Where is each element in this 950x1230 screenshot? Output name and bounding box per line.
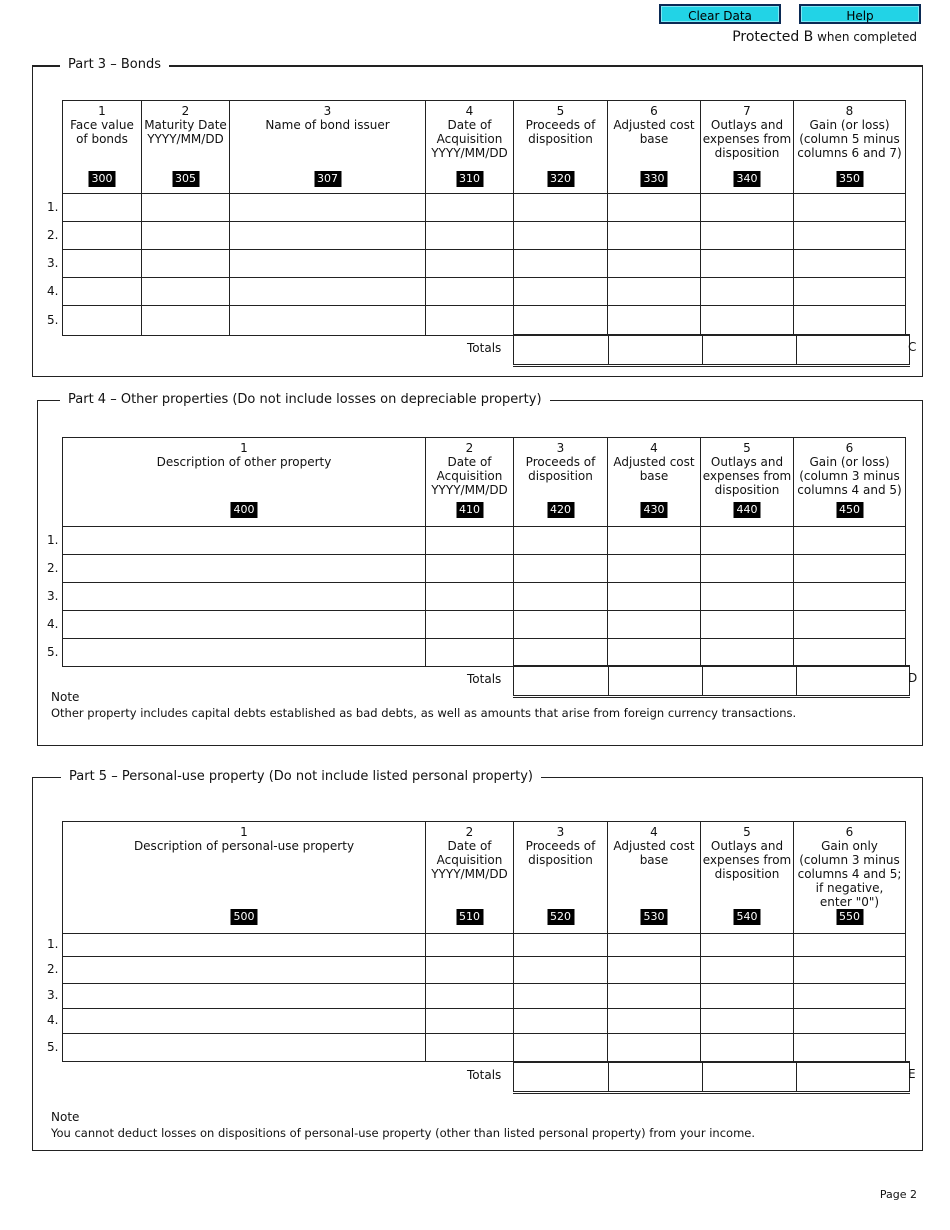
- part4-col-header-text: 6 Gain (or loss) (column 3 minus columns 4 and 5): [797, 441, 902, 497]
- part3-col-header-text: 7 Outlays and expenses from disposition: [702, 104, 792, 160]
- row-number: 1.: [47, 199, 59, 214]
- part5-row1-col6-input[interactable]: [794, 934, 906, 957]
- line-code-badge: 300: [89, 171, 116, 187]
- part4-row1-col6-input[interactable]: [794, 527, 906, 555]
- part5-row3-col3-input[interactable]: [514, 984, 608, 1009]
- part4-row5-col1-input[interactable]: [63, 639, 426, 667]
- part3-row4-col6-input[interactable]: [608, 278, 701, 306]
- line-letter: E: [908, 1067, 916, 1081]
- part3-total-2-input[interactable]: [609, 335, 703, 366]
- part3-row2-col6-input[interactable]: [608, 222, 701, 250]
- part3-row3-col8-input[interactable]: [794, 250, 906, 278]
- part3-col-header-6: [608, 101, 701, 194]
- table-row: [63, 555, 906, 583]
- line-code-badge: 500: [231, 909, 258, 925]
- table-row: [63, 1009, 906, 1034]
- part4-total-4-input[interactable]: [797, 666, 910, 697]
- part4-col-header-text: 2 Date of Acquisition YYYY/MM/DD: [431, 441, 508, 497]
- line-code-badge: 440: [734, 502, 761, 518]
- part5-col-header-text: 5 Outlays and expenses from disposition: [702, 825, 792, 881]
- part4-row5-col6-input[interactable]: [794, 639, 906, 667]
- part4-col-header-text: 3 Proceeds of disposition: [525, 441, 596, 483]
- part3-total-1-input[interactable]: [514, 335, 609, 366]
- help-button[interactable]: Help: [799, 4, 921, 24]
- table-row: [63, 194, 906, 222]
- part3-col-header-1: [63, 101, 142, 194]
- part4-row4-col4-input[interactable]: [608, 611, 701, 639]
- line-code-badge: 510: [456, 909, 483, 925]
- note-title: Note: [51, 690, 80, 704]
- line-code-badge: 420: [547, 502, 574, 518]
- part3-row4-col1-input[interactable]: [63, 278, 142, 306]
- part5-row1-col3-input[interactable]: [514, 934, 608, 957]
- part4-total-3-input[interactable]: [703, 666, 797, 697]
- part4-col-header-2: [426, 438, 514, 527]
- part4-row4-col5-input[interactable]: [701, 611, 794, 639]
- line-code-badge: 307: [314, 171, 341, 187]
- part5-row1-col4-input[interactable]: [608, 934, 701, 957]
- part5-row5-col4-input[interactable]: [608, 1034, 701, 1062]
- part4-row2-col3-input[interactable]: [514, 555, 608, 583]
- part5-row3-col1-input[interactable]: [63, 984, 426, 1009]
- part4-row1-col2-input[interactable]: [426, 527, 514, 555]
- part5-col-header-1: [63, 822, 426, 934]
- part4-col-header-4: [608, 438, 701, 527]
- part3-row1-col4-input[interactable]: [426, 194, 514, 222]
- part4-row1-col4-input[interactable]: [608, 527, 701, 555]
- part4-row1-col5-input[interactable]: [701, 527, 794, 555]
- part3-row2-col3-input[interactable]: [230, 222, 426, 250]
- note-text: Other property includes capital debts established as bad debts, as well as amounts that arise from foreign currency transactions.: [51, 706, 797, 720]
- totals-label: Totals: [467, 1068, 502, 1082]
- part4-row4-col1-input[interactable]: [63, 611, 426, 639]
- page-number: Page 2: [879, 1188, 917, 1201]
- part3-col-header-text: 2 Maturity Date YYYY/MM/DD: [144, 104, 227, 146]
- part3-row5-col6-input[interactable]: [608, 306, 701, 336]
- part4-col-header-3: [514, 438, 608, 527]
- totals-label: Totals: [467, 672, 502, 686]
- part3-table: [62, 100, 906, 336]
- part5-total-2-input[interactable]: [609, 1062, 703, 1093]
- part4-row4-col2-input[interactable]: [426, 611, 514, 639]
- part4-row3-col5-input[interactable]: [701, 583, 794, 611]
- part3-col-header-7: [701, 101, 794, 194]
- part3-row5-col2-input[interactable]: [142, 306, 230, 336]
- part4-table: [62, 437, 906, 667]
- part4-col-header-text: 5 Outlays and expenses from disposition: [702, 441, 792, 497]
- row-number: 4.: [47, 283, 59, 298]
- part3-row1-col1-input[interactable]: [63, 194, 142, 222]
- part4-row5-col3-input[interactable]: [514, 639, 608, 667]
- row-number: 2.: [47, 962, 59, 976]
- part3-row1-col5-input[interactable]: [514, 194, 608, 222]
- part5-row3-col6-input[interactable]: [794, 984, 906, 1009]
- totals-label: Totals: [467, 341, 502, 355]
- part3-row5-col5-input[interactable]: [514, 306, 608, 336]
- part3-row1-col8-input[interactable]: [794, 194, 906, 222]
- protected-label: [732, 29, 917, 45]
- line-code-badge: 400: [231, 502, 258, 518]
- row-number: 5.: [47, 312, 59, 327]
- part3-col-header-text: 1 Face value of bonds: [70, 104, 134, 146]
- part5-row2-col3-input[interactable]: [514, 957, 608, 984]
- row-number: 4.: [47, 1013, 59, 1027]
- line-code-badge: 520: [547, 909, 574, 925]
- part4-row5-col5-input[interactable]: [701, 639, 794, 667]
- part3-row4-col8-input[interactable]: [794, 278, 906, 306]
- part4-col-header-text: 1 Description of other property: [156, 441, 332, 469]
- part3-col-header-4: [426, 101, 514, 194]
- part3-col-header-3: [230, 101, 426, 194]
- part3-row4-col2-input[interactable]: [142, 278, 230, 306]
- part5-col-header-2: [426, 822, 514, 934]
- part4-row4-col3-input[interactable]: [514, 611, 608, 639]
- part4-row2-col2-input[interactable]: [426, 555, 514, 583]
- table-row: [63, 583, 906, 611]
- part4-row3-col6-input[interactable]: [794, 583, 906, 611]
- note-text: You cannot deduct losses on dispositions of personal-use property (other than listed personal property) from your income.: [51, 1126, 756, 1140]
- part3-row1-col6-input[interactable]: [608, 194, 701, 222]
- part5-row3-col2-input[interactable]: [426, 984, 514, 1009]
- part4-col-header-1: [63, 438, 426, 527]
- part3-col-header-text: 5 Proceeds of disposition: [525, 104, 596, 146]
- line-code-badge: 450: [836, 502, 863, 518]
- table-row: [63, 957, 906, 984]
- part3-col-header-2: [142, 101, 230, 194]
- part3-col-header-8: [794, 101, 906, 194]
- part4-row4-col6-input[interactable]: [794, 611, 906, 639]
- part4-col-header-6: [794, 438, 906, 527]
- line-code-badge: 320: [547, 171, 574, 187]
- part5-col-header-5: [701, 822, 794, 934]
- part4-col-header-5: [701, 438, 794, 527]
- part5-row4-col5-input[interactable]: [701, 1009, 794, 1034]
- part5-col-header-text: 2 Date of Acquisition YYYY/MM/DD: [431, 825, 508, 881]
- part3-row3-col5-input[interactable]: [514, 250, 608, 278]
- part3-row2-col8-input[interactable]: [794, 222, 906, 250]
- part5-row1-col1-input[interactable]: [63, 934, 426, 957]
- part3-col-header-text: 8 Gain (or loss) (column 5 minus columns 6 and 7): [797, 104, 902, 160]
- part3-total-3-input[interactable]: [703, 335, 797, 366]
- part3-row3-col4-input[interactable]: [426, 250, 514, 278]
- row-number: 1.: [47, 532, 59, 547]
- part5-row4-col6-input[interactable]: [794, 1009, 906, 1034]
- line-code-badge: 305: [172, 171, 199, 187]
- part5-row4-col4-input[interactable]: [608, 1009, 701, 1034]
- table-row: [63, 527, 906, 555]
- part3-row2-col4-input[interactable]: [426, 222, 514, 250]
- part5-table: [62, 821, 906, 1062]
- part5-col-header-4: [608, 822, 701, 934]
- part4-row1-col3-input[interactable]: [514, 527, 608, 555]
- row-number: 1.: [47, 937, 59, 951]
- protected-small: when completed: [813, 30, 917, 44]
- line-code-badge: 330: [641, 171, 668, 187]
- line-letter: C: [908, 340, 917, 354]
- part3-row4-col3-input[interactable]: [230, 278, 426, 306]
- part3-row3-col1-input[interactable]: [63, 250, 142, 278]
- table-row: [63, 250, 906, 278]
- part3-row1-col3-input[interactable]: [230, 194, 426, 222]
- part3-col-header-text: 4 Date of Acquisition YYYY/MM/DD: [431, 104, 508, 160]
- part5-row5-col1-input[interactable]: [63, 1034, 426, 1062]
- part4-total-1-input[interactable]: [514, 666, 609, 697]
- row-number: 5.: [47, 644, 59, 659]
- part5-col-header-text: 1 Description of personal-use property: [133, 825, 355, 853]
- part3-row2-col2-input[interactable]: [142, 222, 230, 250]
- part5-row2-col5-input[interactable]: [701, 957, 794, 984]
- row-number: 3.: [47, 255, 59, 270]
- part5-totals-row: [513, 1061, 910, 1094]
- part4-title: Part 4 – Other properties (Do not include losses on depreciable property): [60, 392, 550, 408]
- row-number: 5.: [47, 1039, 59, 1054]
- part3-row4-col7-input[interactable]: [701, 278, 794, 306]
- part5-total-3-input[interactable]: [703, 1062, 797, 1093]
- table-row: [63, 222, 906, 250]
- part5-row5-col5-input[interactable]: [701, 1034, 794, 1062]
- part5-row3-col4-input[interactable]: [608, 984, 701, 1009]
- part5-col-header-3: [514, 822, 608, 934]
- part4-row3-col2-input[interactable]: [426, 583, 514, 611]
- row-number: 4.: [47, 616, 59, 631]
- part4-row3-col3-input[interactable]: [514, 583, 608, 611]
- part3-row2-col5-input[interactable]: [514, 222, 608, 250]
- part3-row4-col4-input[interactable]: [426, 278, 514, 306]
- part5-col-header-text: 6 Gain only (column 3 minus columns 4 and 5; if negative, enter "0"): [797, 825, 902, 909]
- part5-row4-col1-input[interactable]: [63, 1009, 426, 1034]
- table-row: [63, 639, 906, 667]
- part4-col-header-text: 4 Adjusted cost base: [613, 441, 695, 483]
- part5-row5-col3-input[interactable]: [514, 1034, 608, 1062]
- part4-total-2-input[interactable]: [609, 666, 703, 697]
- part5-row2-col4-input[interactable]: [608, 957, 701, 984]
- line-code-badge: 430: [641, 502, 668, 518]
- part3-row2-col7-input[interactable]: [701, 222, 794, 250]
- part5-col-header-6: [794, 822, 906, 934]
- part5-total-4-input[interactable]: [797, 1062, 910, 1093]
- part3-col-header-5: [514, 101, 608, 194]
- row-number: 2.: [47, 227, 59, 242]
- part5-row4-col3-input[interactable]: [514, 1009, 608, 1034]
- part4-row3-col1-input[interactable]: [63, 583, 426, 611]
- part3-col-header-text: 3 Name of bond issuer: [265, 104, 390, 132]
- table-row: [63, 306, 906, 336]
- part5-row4-col2-input[interactable]: [426, 1009, 514, 1034]
- part4-row3-col4-input[interactable]: [608, 583, 701, 611]
- part3-row1-col7-input[interactable]: [701, 194, 794, 222]
- part4-row2-col4-input[interactable]: [608, 555, 701, 583]
- part5-total-1-input[interactable]: [514, 1062, 609, 1093]
- line-code-badge: 530: [641, 909, 668, 925]
- part5-row2-col2-input[interactable]: [426, 957, 514, 984]
- part3-row3-col3-input[interactable]: [230, 250, 426, 278]
- row-number: 2.: [47, 560, 59, 575]
- part4-row5-col4-input[interactable]: [608, 639, 701, 667]
- table-row: [63, 934, 906, 957]
- part5-row5-col6-input[interactable]: [794, 1034, 906, 1062]
- part3-row4-col5-input[interactable]: [514, 278, 608, 306]
- part4-row2-col6-input[interactable]: [794, 555, 906, 583]
- table-row: [63, 984, 906, 1009]
- part5-col-header-text: 3 Proceeds of disposition: [525, 825, 596, 867]
- part4-row2-col5-input[interactable]: [701, 555, 794, 583]
- part5-row1-col2-input[interactable]: [426, 934, 514, 957]
- line-code-badge: 350: [836, 171, 863, 187]
- part5-title: Part 5 – Personal-use property (Do not include listed personal property): [61, 769, 541, 785]
- part4-row1-col1-input[interactable]: [63, 527, 426, 555]
- part3-row3-col7-input[interactable]: [701, 250, 794, 278]
- part3-row3-col2-input[interactable]: [142, 250, 230, 278]
- part4-totals-row: [513, 665, 910, 698]
- part5-row5-col2-input[interactable]: [426, 1034, 514, 1062]
- part5-row2-col6-input[interactable]: [794, 957, 906, 984]
- note-title: Note: [51, 1110, 80, 1124]
- part3-row5-col3-input[interactable]: [230, 306, 426, 336]
- table-row: [63, 1034, 906, 1062]
- part5-row2-col1-input[interactable]: [63, 957, 426, 984]
- part4-row2-col1-input[interactable]: [63, 555, 426, 583]
- table-row: [63, 278, 906, 306]
- part3-row5-col1-input[interactable]: [63, 306, 142, 336]
- line-letter: D: [908, 671, 918, 685]
- row-number: 3.: [47, 988, 59, 1002]
- part4-row5-col2-input[interactable]: [426, 639, 514, 667]
- part3-row3-col6-input[interactable]: [608, 250, 701, 278]
- row-number: 3.: [47, 588, 59, 603]
- clear-data-button[interactable]: Clear Data: [659, 4, 781, 24]
- part5-row1-col5-input[interactable]: [701, 934, 794, 957]
- line-code-badge: 540: [734, 909, 761, 925]
- part3-row1-col2-input[interactable]: [142, 194, 230, 222]
- part5-row3-col5-input[interactable]: [701, 984, 794, 1009]
- part3-row5-col8-input[interactable]: [794, 306, 906, 336]
- part3-row2-col1-input[interactable]: [63, 222, 142, 250]
- part3-col-header-text: 6 Adjusted cost base: [613, 104, 695, 146]
- line-code-badge: 550: [836, 909, 863, 925]
- protected-main: Protected B: [732, 29, 814, 45]
- part3-title: Part 3 – Bonds: [60, 57, 169, 73]
- part3-total-4-input[interactable]: [797, 335, 910, 366]
- part5-col-header-text: 4 Adjusted cost base: [613, 825, 695, 867]
- line-code-badge: 410: [456, 502, 483, 518]
- table-row: [63, 611, 906, 639]
- line-code-badge: 310: [456, 171, 483, 187]
- part3-row5-col4-input[interactable]: [426, 306, 514, 336]
- part3-row5-col7-input[interactable]: [701, 306, 794, 336]
- line-code-badge: 340: [734, 171, 761, 187]
- part3-totals-row: [513, 334, 910, 367]
